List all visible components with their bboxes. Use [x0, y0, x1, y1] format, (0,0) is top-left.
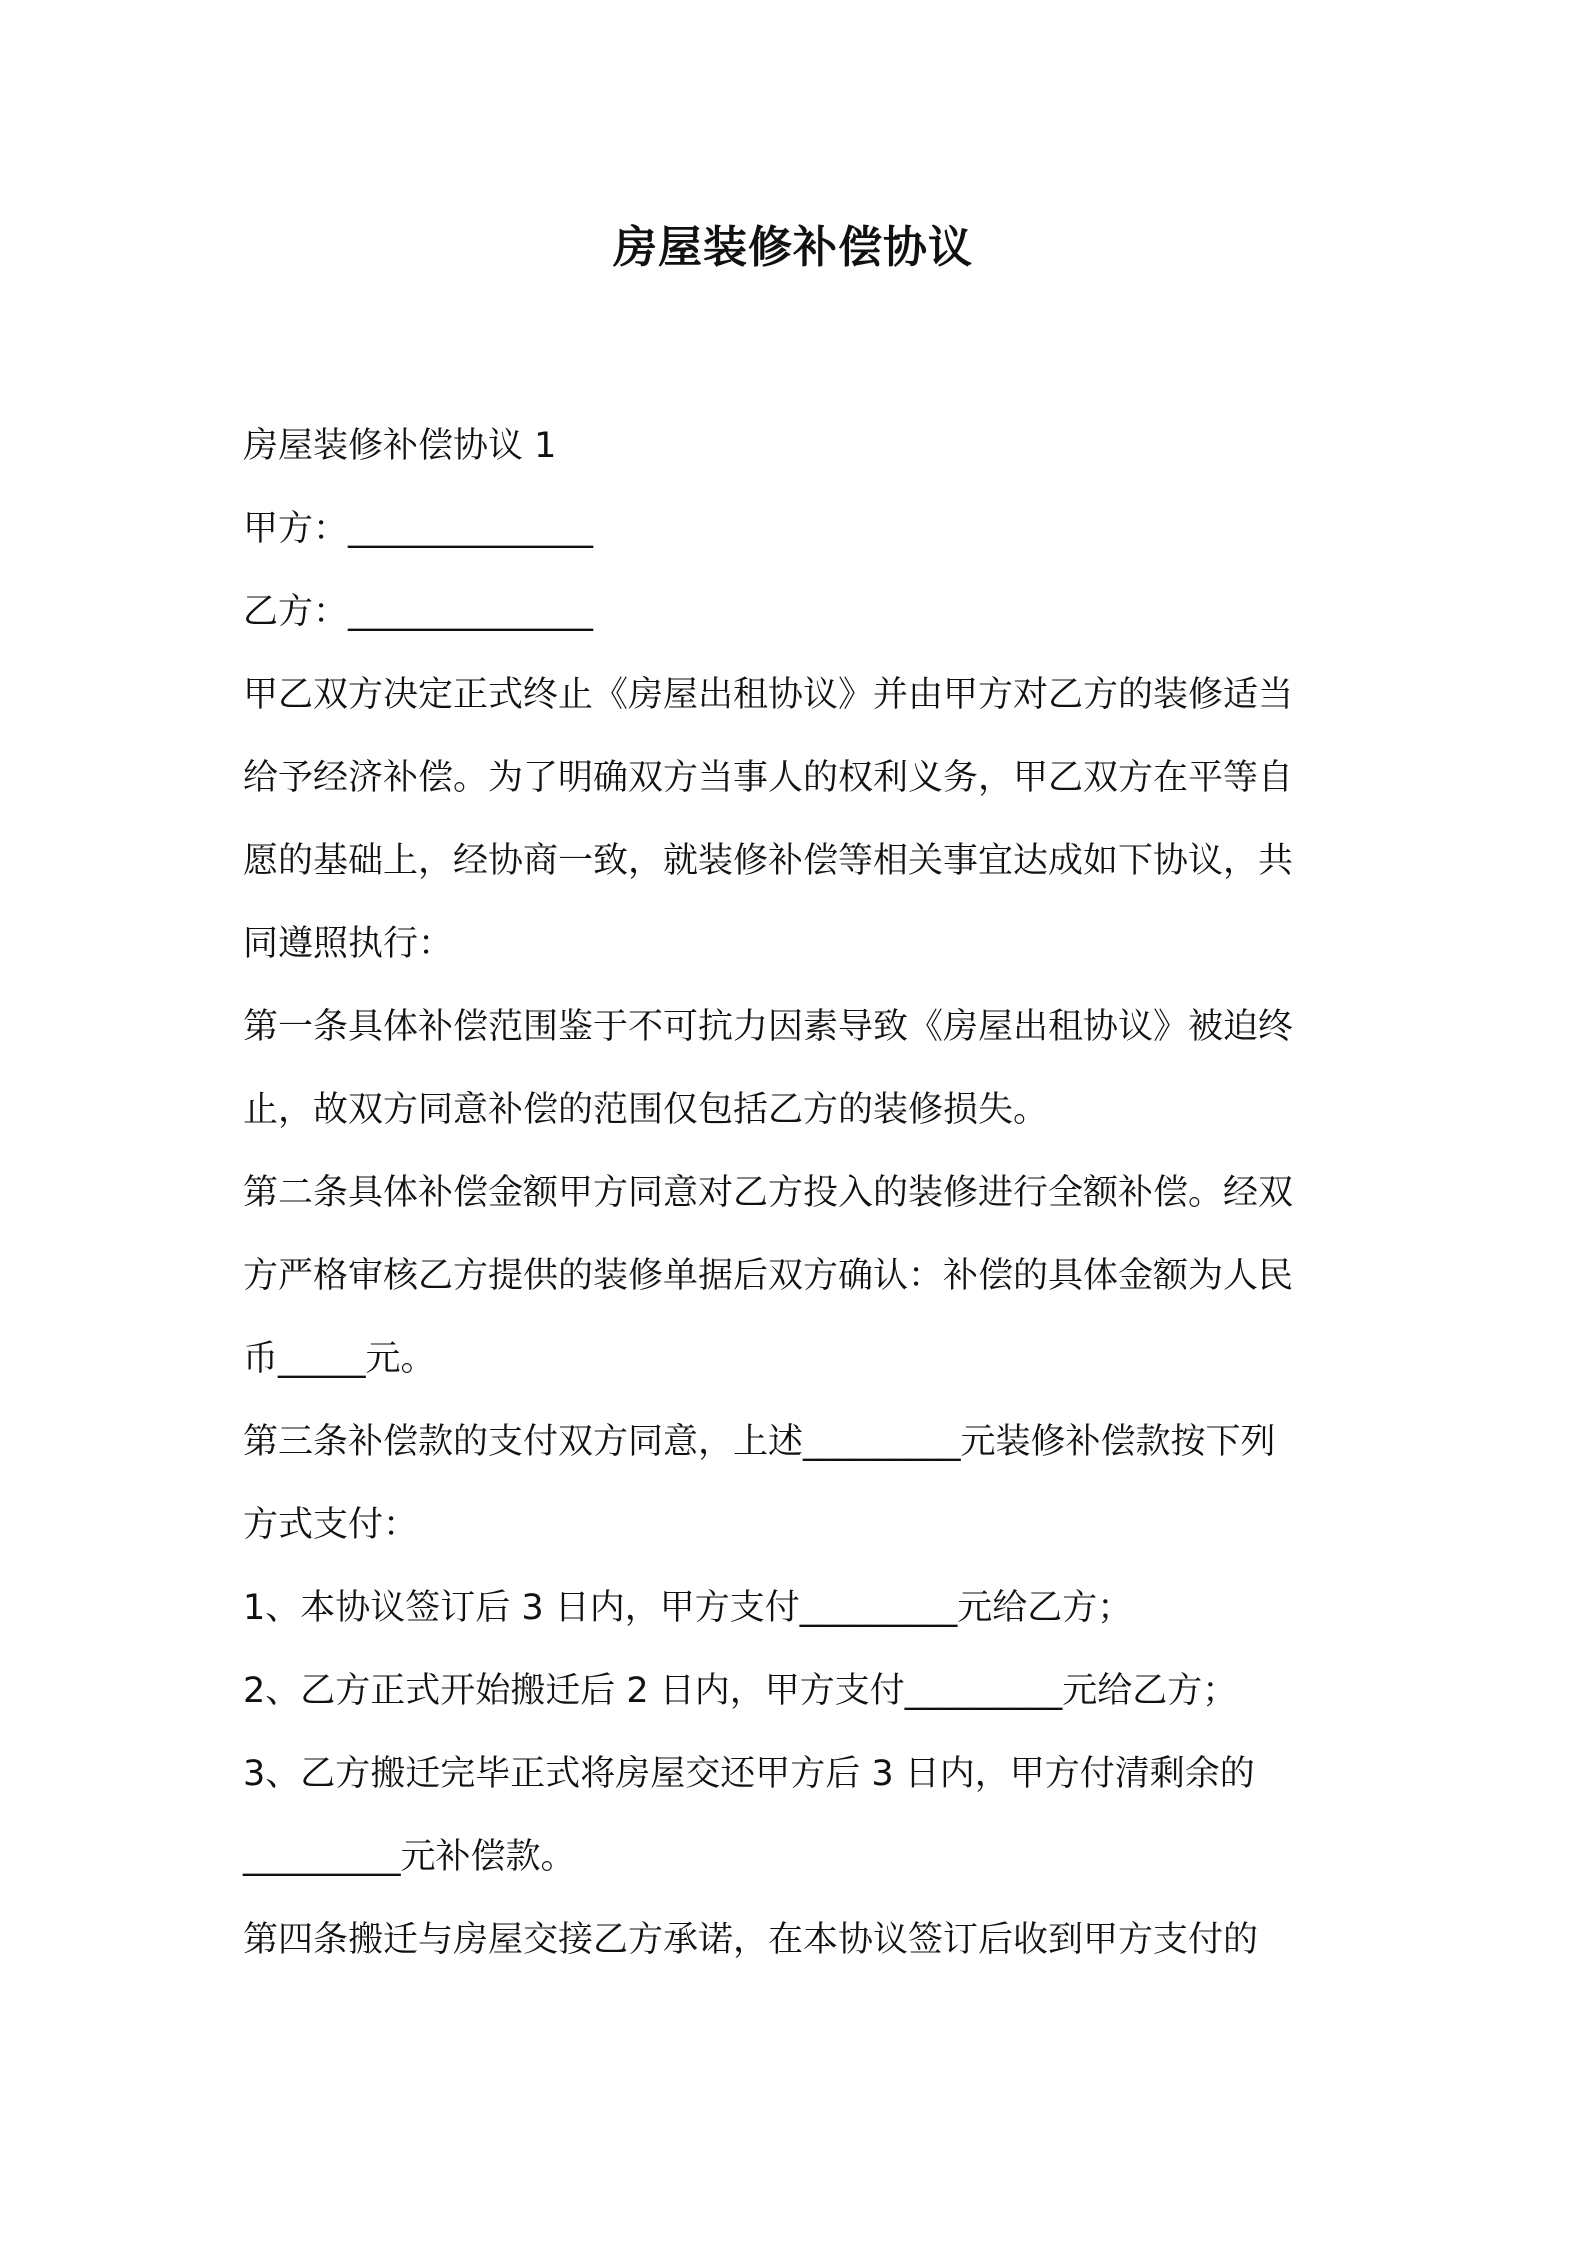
article-1-line-2: 止，故双方同意补偿的范围仅包括乙方的装修损失。: [243, 1090, 1049, 1130]
article-4-line-1: 第四条搬迁与房屋交接乙方承诺，在本协议签订后收到甲方支付的: [243, 1920, 1259, 1960]
intro-line-1: 甲乙双方决定正式终止《房屋出租协议》并由甲方对乙方的装修适当: [243, 675, 1294, 715]
payment-item-3-line-2: _________元补偿款。: [243, 1837, 576, 1877]
article-2-line-3: 币_____元。: [243, 1339, 436, 1379]
document-title: 房屋装修补偿协议: [613, 222, 973, 273]
intro-line-2: 给予经济补偿。为了明确双方当事人的权利义务，甲乙双方在平等自: [243, 758, 1294, 798]
agreement-heading: 房屋装修补偿协议 1: [243, 426, 557, 466]
article-3-line-2: 方式支付：: [243, 1505, 419, 1545]
article-1-line-1: 第一条具体补偿范围鉴于不可抗力因素导致《房屋出租协议》被迫终: [243, 1007, 1294, 1047]
party-b-line: 乙方：______________: [243, 592, 594, 632]
article-2-line-1: 第二条具体补偿金额甲方同意对乙方投入的装修进行全额补偿。经双: [243, 1173, 1294, 1213]
document-body: [243, 405, 1355, 1982]
payment-item-1: 1、本协议签订后 3 日内，甲方支付_________元给乙方；: [243, 1588, 1133, 1628]
article-2-line-2: 方严格审核乙方提供的装修单据后双方确认：补偿的具体金额为人民: [243, 1256, 1294, 1296]
intro-line-3: 愿的基础上，经协商一致，就装修补偿等相关事宜达成如下协议，共: [243, 841, 1294, 881]
article-3-line-1: 第三条补偿款的支付双方同意，上述_________元装修补偿款按下列: [243, 1422, 1276, 1462]
payment-item-3-line-1: 3、乙方搬迁完毕正式将房屋交还甲方后 3 日内，甲方付清剩余的: [243, 1754, 1255, 1794]
payment-item-2: 2、乙方正式开始搬迁后 2 日内，甲方支付_________元给乙方；: [243, 1671, 1238, 1711]
party-a-line: 甲方：______________: [243, 509, 594, 549]
intro-line-4: 同遵照执行：: [243, 924, 454, 964]
